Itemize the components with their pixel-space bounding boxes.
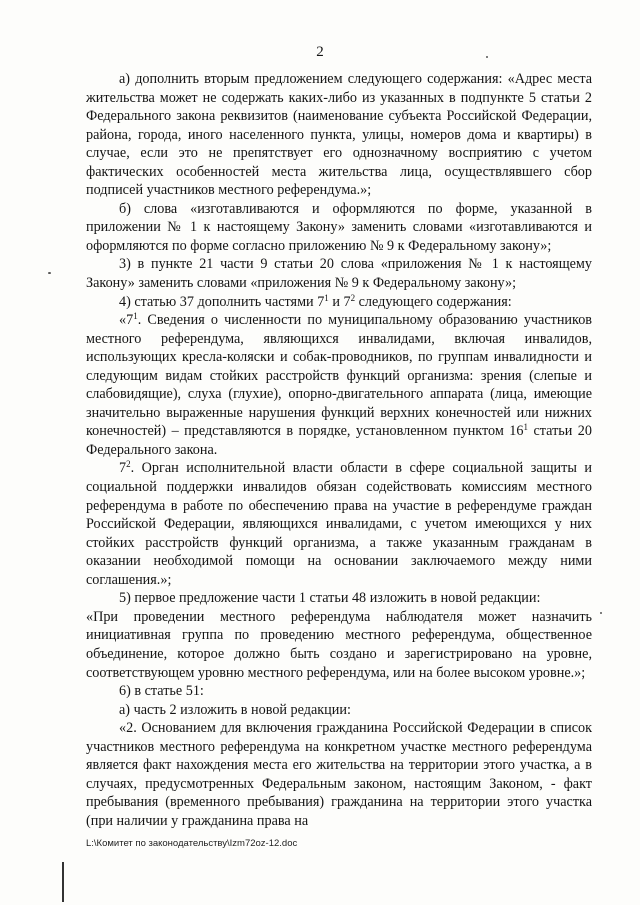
p6-text-b: . Орган исполнительной власти области в сфере социальной защиты и социальной поддержки инвалидов обязан содействовать комиссиям местного референдума в работе по обеспечению права на участие в референдуме граждан Российской Федерации, являющихся инвалидами, с учетом имеющихся у них стойких расстройств функций организма, а также указанным гражданам в оказании необходимой помощи на основании заключаемого между ними соглашения.»; [86, 460, 592, 588]
paragraph-6 [86, 459, 592, 589]
p6-text-a: 7 [119, 460, 127, 477]
footer-file-path: L:\Комитет по законодательству\Izm72oz-12.doc [86, 838, 298, 849]
paragraph-9: 6) в статье 51: [119, 683, 204, 700]
p5-superscript-2: 1 [523, 422, 528, 433]
p4-text-b: и 7 [328, 293, 351, 310]
p4-superscript-2: 2 [350, 292, 356, 303]
p5-text-a: «7 [119, 312, 134, 329]
p4-text-a: 4) статью 37 дополнить частями 7 [119, 293, 325, 310]
p5-text-c: статьи 20 Федерального закона. [86, 423, 592, 458]
scan-speck [486, 56, 488, 58]
scan-edge-mark [62, 862, 64, 902]
paragraph-8: «При проведении местного референдума наблюдателя может назначить инициативная группа по проведению местного референдума, общественное объединение, которое должно быть создано и зарегистрировано на уровне, соответствующем уровню местного референдума, или на более высоком уровне.»; [86, 608, 592, 681]
page-number: 2 [316, 44, 324, 60]
paragraph-10: а) часть 2 изложить в новой редакции: [119, 701, 351, 718]
p4-text-c: следующего содержания: [355, 293, 512, 310]
scan-speck [600, 612, 602, 614]
p6-superscript-1: 2 [126, 459, 131, 470]
paragraph-4 [86, 293, 592, 312]
scan-speck [48, 272, 51, 274]
paragraph-3: 3) в пункте 21 части 9 статьи 20 слова «приложения № 1 к настоящему Закону» заменить словами «приложения № 9 к Федеральному закону»; [86, 256, 592, 292]
p4-superscript-1: 1 [324, 292, 329, 303]
paragraph-1: а) дополнить вторым предложением следующего содержания: «Адрес места жительства может не содержать каких-либо из указанных в подпункте 5 статьи 2 Федерального закона реквизитов (наименование субъекта Российской Федерации, района, города, иного населенного пункта, улицы, номеров дома и квартиры) в случае, если это не препятствует его однозначному восприятию с учетом фактических особенностей места жительства лица, осуществлявшего сбор подписей участников местного референдума.»; [86, 71, 592, 199]
p5-text-b: . Сведения о численности по муниципальному образованию участников местного референдума, являющихся инвалидами, включая инвалидов, использующих кресла-коляски и собак-проводников, по группам инвалидности и следующим видам стойких расстройств функций организма: зрения (слепые и слабовидящие), слуха (глухие), опорно-двигательного аппарата (лица, имеющие значительно выраженные нарушения функций верхних конечностей или нижних конечностей) – представляются в порядке, установленном пунктом 16 [86, 312, 592, 440]
paragraph-2: б) слова «изготавливаются и оформляются по форме, указанной в приложении № 1 к настоящему Закону» заменить словами «изготавливаются и оформляются по форме согласно приложению № 9 к Федеральному закону»; [86, 200, 592, 254]
paragraph-7: 5) первое предложение части 1 статьи 48 изложить в новой редакции: [119, 590, 541, 607]
document-body [86, 70, 592, 830]
p5-superscript-1: 1 [133, 311, 138, 322]
paragraph-5 [86, 311, 592, 459]
paragraph-11: «2. Основанием для включения гражданина Российской Федерации в список участников местного референдума на конкретном участке местного референдума является факт нахождения места его жительства на территории этого участка, а в случаях, предусмотренных Федеральным законом, настоящим Законом, - факт пребывания (временного пребывания) гражданина на территории этого участка (при наличии у гражданина права на [86, 720, 592, 829]
